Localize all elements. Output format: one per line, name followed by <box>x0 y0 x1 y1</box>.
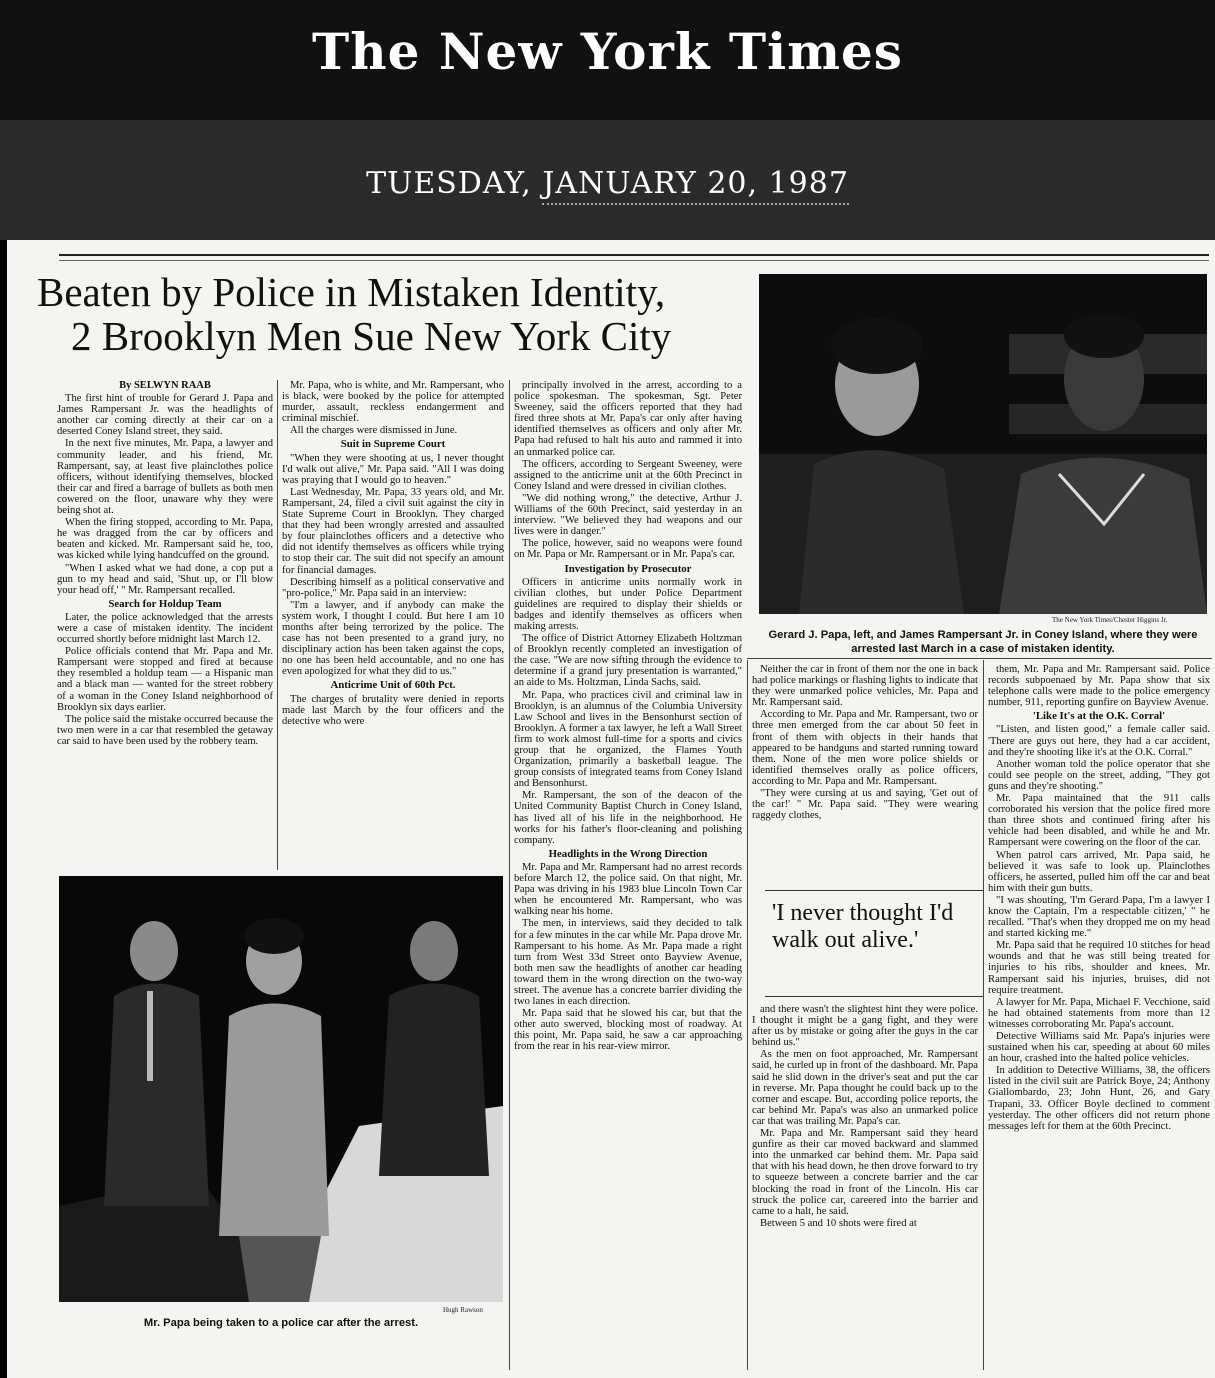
section-rule <box>747 658 1212 659</box>
paragraph: them, Mr. Papa and Mr. Rampersant said. Police records subpoenaed by Mr. Papa show that six telephone calls were made to the police emergency number, 911, reporting gunfire on Bayview Avenue. <box>988 664 1210 709</box>
headline-line-2: 2 Brooklyn Men Sue New York City <box>71 313 672 359</box>
newspaper-page <box>7 240 1215 1378</box>
subhead: Anticrime Unit of 60th Pct. <box>330 679 456 692</box>
top-rule <box>59 254 1209 256</box>
paragraph: and there wasn't the slightest hint they were police. I thought it might be a gang fight, and they were after us by mistake or going after the guys in the car behind us." <box>752 1004 978 1049</box>
subhead: Suit in Supreme Court <box>340 438 446 451</box>
pullquote-rule <box>765 996 983 997</box>
column-5 <box>988 664 1210 1370</box>
paragraph: Mr. Papa maintained that the 911 calls corroborated his version that the police fired more than three shots and continued firing after his vehicle had been disabled, and while he and Mr. Rampersant were cowering on the floor of the car. <box>988 793 1210 849</box>
paragraph: Between 5 and 10 shots were fired at <box>760 1217 917 1229</box>
paragraph: The police said the mistake occurred because the two men were in a car that resembled the getaway car said to have been used by the robbery team. <box>57 713 273 747</box>
paragraph: "When they were shooting at us, I never thought I'd walk out alive," Mr. Papa said. "All I was doing was praying that I would go to heaven." <box>282 452 504 486</box>
column-2 <box>282 380 504 870</box>
paragraph: The office of District Attorney Elizabeth Holtzman of Brooklyn recently completed an investigation of the case. "We are now sifting through the evidence to determine if a grand jury presentation is warranted," an aide to Ms. Holtzman, Linda Sachs, said. <box>514 633 742 689</box>
paragraph: Last Wednesday, Mr. Papa, 33 years old, and Mr. Rampersant, 24, filed a civil suit against the city in State Supreme Court in Brooklyn. They charged that they had been wrongly arrested and assaulted by four plainclothes officers and a detective who did not identify themselves as officers while trying to stop their car. The suit did not specify an amount for financial damages. <box>282 486 504 576</box>
photo2-credit: Hugh Rawson <box>443 1306 483 1314</box>
paragraph: The police, however, said no weapons were found on Mr. Papa or Mr. Rampersant or in Mr. Papa's car. <box>514 538 742 561</box>
paragraph: When patrol cars arrived, Mr. Papa said, he believed it was safe to look up. Plainclothes officers, he asserted, pulled him off the car and beat him with their gun butts. <box>988 849 1210 894</box>
column-divider <box>509 380 510 1370</box>
subhead: Headlights in the Wrong Direction <box>548 847 708 860</box>
paragraph: When the firing stopped, according to Mr. Papa, he was dragged from the car by officers and beaten and kicked. Mr. Rampersant said he, too, was kicked while lying handcuffed on the ground. <box>57 517 273 562</box>
headline-line-1: Beaten by Police in Mistaken Identity, <box>37 269 666 315</box>
pullquote-rule <box>765 890 983 891</box>
paragraph: The men, in interviews, said they decided to talk for a few minutes in the car while Mr. Papa drove Mr. Rampersant to his home. As Mr. Papa made a right turn from West 33d Street onto Bayview Avenue, both men saw the headlights of another car heading toward them in the wrong direction on the two-way street. The avenue has a concrete barrier dividing the two lanes in each direction. <box>514 918 742 1008</box>
paragraph: Later, the police acknowledged that the arrests were a case of mistaken identity. The incident occurred shortly before midnight last March 12. <box>57 611 273 646</box>
paragraph: Another woman told the police operator that she could see people on the street, adding, "They got guns and they're shooting." <box>988 758 1210 792</box>
column-divider <box>747 660 748 1370</box>
article-headline <box>37 270 757 358</box>
paragraph: "We did nothing wrong," the detective, Arthur J. Williams of the 60th Precinct, said yesterday in an interview. "We believed they had weapons and our lives were in danger." <box>514 492 742 538</box>
subhead: 'Like It's at the O.K. Corral' <box>1032 710 1166 723</box>
paragraph: The first hint of trouble for Gerard J. Papa and James Rampersant Jr. was the headlights of another car coming directly at their car on a deserted Coney Island street, they said. <box>57 393 273 438</box>
paragraph: Describing himself as a political conservative and "pro-police," Mr. Papa said in an interview: <box>282 576 504 599</box>
dateline <box>0 166 1215 201</box>
paragraph: Neither the car in front of them nor the one in back had police markings or flashing lights to indicate that they were unmarked police vehicles, Mr. Papa and Mr. Rampersant said. <box>752 664 978 709</box>
paragraph: Mr. Papa and Mr. Rampersant had no arrest records before March 12, the police said. On that night, Mr. Papa was driving in his 1983 blue Lincoln Town Car when he encountered Mr. Rampersant, who was walking near his home. <box>514 861 742 918</box>
photo2-caption: Mr. Papa being taken to a police car after the arrest. <box>143 1317 419 1329</box>
column-divider <box>983 660 984 1370</box>
paragraph: Mr. Rampersant, the son of the deacon of the United Community Baptist Church in Coney Island, has lived all of his life in the neighborhood. He works for his father's floor-cleaning and polishing company. <box>514 790 742 846</box>
photo1-caption: Gerard J. Papa, left, and James Rampersant Jr. in Coney Island, where they were arrested last March in a case of mistaken identity. <box>768 629 1198 655</box>
column-3 <box>514 380 742 1365</box>
paragraph: In addition to Detective Williams, 38, the officers listed in the civil suit are Patrick Boye, 24; Anthony Giallombardo, 23; John Hunt, 26, and Gary Trapani, 33. Officer Boyle declined to comment yesterday. The other officers did not return phone messages left for them at the 60th Precinct. <box>988 1065 1210 1132</box>
paragraph: "I was shouting, 'I'm Gerard Papa, I'm a lawyer I know the Captain, I'm a respectable citizen,' " he recalled. "That's when they dropped me on my head and started kicking me." <box>988 894 1210 940</box>
top-rule-thin <box>59 260 1209 261</box>
pullquote: 'I never thought I'd walk out alive.' <box>772 900 954 953</box>
column-4 <box>752 664 978 890</box>
column-1 <box>57 380 273 870</box>
byline: By SELWYN RAAB <box>119 380 211 391</box>
subhead: Investigation by Prosecutor <box>564 562 692 575</box>
paragraph: Mr. Papa, who practices civil and criminal law in Brooklyn, is an alumnus of the Columbia University Law School and lives in the Bensonhurst section of Brooklyn. A former a tax lawyer, he left a Wall Street firm to work almost full-time for a sports and civics group that he organized, the Flames Youth Organization, primarily a basketball league. The group consists of integrated teams from Coney Island and Bensonhurst. <box>514 689 742 790</box>
paragraph: The charges of brutality were denied in reports made last March by the four officers and the detective who were <box>282 693 504 727</box>
paragraph: All the charges were dismissed in June. <box>290 425 458 437</box>
paragraph: Mr. Papa said that he slowed his car, but that the other auto swerved, blocking most of roadway. At this point, Mr. Papa said, he saw a car approaching from the rear in his rear-view mirror. <box>514 1008 742 1053</box>
photo-arrest <box>59 876 503 1302</box>
paragraph: Mr. Papa said that he required 10 stitches for head wounds and that he was still being treated for injuries to his ribs, shoulder and knees. Mr. Rampersant said his injuries, bruises, did not require treatment. <box>988 940 1210 996</box>
paragraph: Detective Williams said Mr. Papa's injuries were sustained when his car, speeding at about 60 miles an hour, crashed into the halted police vehicles. <box>988 1031 1210 1065</box>
column-divider <box>277 380 278 870</box>
photo-papa-rampersant <box>759 274 1207 614</box>
paragraph: The officers, according to Sergeant Sweeney, were assigned to the anticrime unit at the 60th Precinct in Coney Island and were dressed in civilian clothes. <box>514 458 742 492</box>
paragraph: Mr. Papa, who is white, and Mr. Rampersant, who is black, were booked by the police for attempted murder, assault, reckless endangerment and criminal mischief. <box>282 380 504 425</box>
paragraph: "They were cursing at us and saying, 'Get out of the car!' " Mr. Papa said. "They were wearing raggedy clothes, <box>752 788 978 822</box>
column-4b <box>752 1004 978 1370</box>
weekday-label: TUESDAY, <box>366 166 532 201</box>
paragraph: Mr. Papa and Mr. Rampersant said they heard gunfire as their car moved backward and slammed into the unmarked car behind them. Mr. Papa said that with his head down, he then drove forward to try to squeeze between a concrete barrier and the car blocking the road in front of the Lincoln. His car struck the police car, careered into the barrier and came to a halt, he said. <box>752 1128 978 1217</box>
paragraph: "I'm a lawyer, and if anybody can make the system work, I thought I could. But here I am 10 months after being terrorized by the police. The case has not been presented to a grand jury, no disciplinary action has been taken against the cops, no one has been held accountable, and no one has even apologized for what they did to us." <box>282 599 504 678</box>
paragraph: As the men on foot approached, Mr. Rampersant said, he curled up in front of the dashboard. Mr. Papa said he slid down in the driver's seat and put the car in reverse. Mr. Papa thought he could back up to the corner and escape. But, according police reports, the car behind Mr. Papa's was also an unmarked police car that was trailing Mr. Papa's car. <box>752 1049 978 1127</box>
paragraph: principally involved in the arrest, according to a police spokesman. The spokesman, Sgt. Peter Sweeney, said the officers reported that they had fired three shots at Mr. Papa's car only after having identified themselves as officers and only after Mr. Papa had refused to halt his auto and rammed it into an unmarked police car. <box>514 380 742 458</box>
paragraph: A lawyer for Mr. Papa, Michael F. Vecchione, said he had obtained statements from more than 12 witnesses corroborating Mr. Papa's account. <box>988 996 1210 1030</box>
subhead: Search for Holdup Team <box>108 597 222 610</box>
paragraph: "When I asked what we had done, a cop put a gun to my head and said, 'Shut up, or I'll blow your head off,' " Mr. Rampersant recalled. <box>57 562 273 596</box>
paragraph: According to Mr. Papa and Mr. Rampersant, two or three men emerged from the car about 50 feet in front of them with objects in their hands that appeared to be handguns and started running toward them. None of the men wore police shields or identified themselves orally as police officers, according to Mr. Papa and Mr. Rampersant. <box>752 709 978 787</box>
photo1-credit: The New York Times/Chester Higgins Jr. <box>1052 616 1168 624</box>
paragraph: In the next five minutes, Mr. Papa, a lawyer and community leader, and his friend, Mr. Rampersant, say, at least five plainclothes police officers, without identifying themselves, blocked their car and fired a barrage of bullets as both men cowered on the floor, unaware why they were being shot at. <box>57 438 273 517</box>
site-masthead[interactable]: The New York Times <box>312 22 903 81</box>
paragraph: Officers in anticrime units normally work in civilian clothes, but under Police Department guidelines are required to display their shields or badges and identify themselves as officers when making arrests. <box>514 576 742 632</box>
paragraph: Police officials contend that Mr. Papa and Mr. Rampersant were stopped and fired at because they resembled a holdup team — a Hispanic man and a black man — wanted for the street robbery of a woman in the Coney Island neighborhood of Brooklyn six days earlier. <box>57 646 273 713</box>
date-link[interactable]: JANUARY 20, 1987 <box>542 166 849 205</box>
paragraph: "Listen, and listen good," a female caller said. 'There are guys out here, they had a car accident, and they're shooting like it's at the O.K. Corral." <box>988 724 1210 758</box>
